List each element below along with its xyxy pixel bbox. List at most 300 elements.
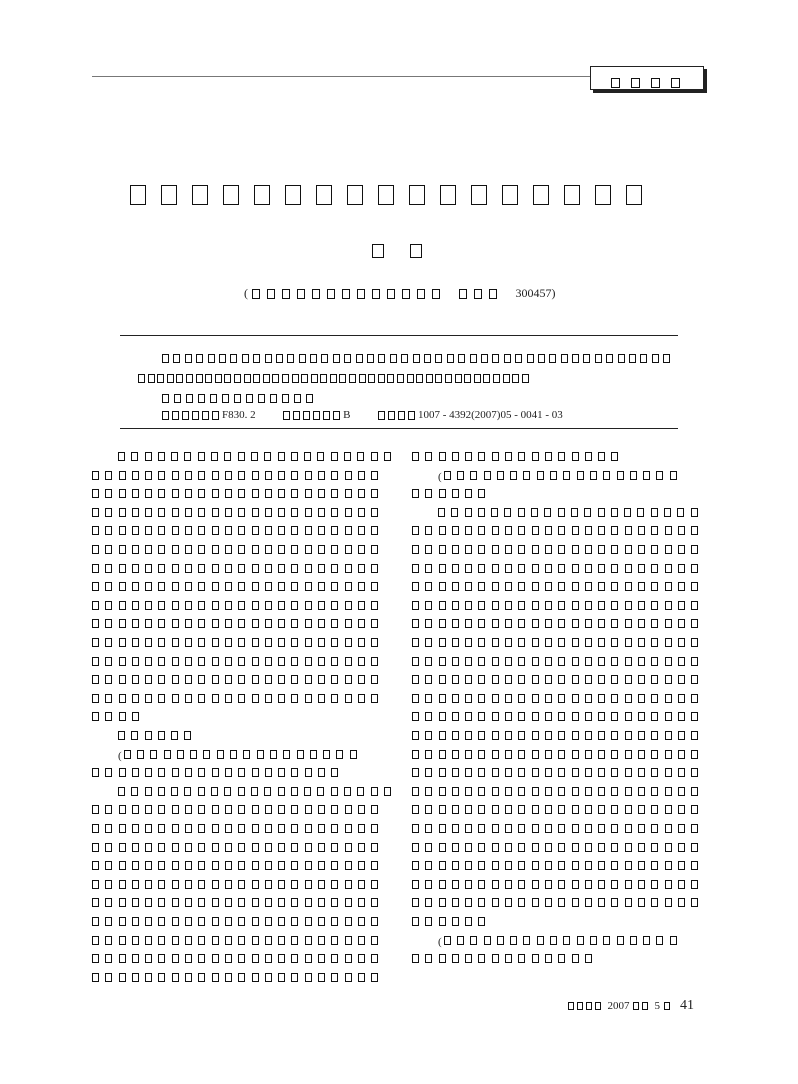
body-glyph [665,843,672,852]
body-glyph [611,582,618,591]
body-glyph [358,694,365,703]
body-glyph [678,526,685,535]
body-glyph [318,805,325,814]
body-glyph [678,638,685,647]
body-glyph [439,601,446,610]
body-glyph [558,750,565,759]
body-glyph [371,917,378,926]
body-glyph [252,973,259,982]
abstract-glyph [458,354,465,363]
body-glyph [585,712,592,721]
body-glyph [305,471,312,480]
body-glyph [305,805,312,814]
abstract-glyph [492,354,499,363]
body-glyph [331,861,338,870]
class-no: F830. 2 [222,409,256,421]
body-glyph [439,898,446,907]
body-glyph [412,768,419,777]
affiliation-glyph [327,289,335,299]
body-glyph [585,638,592,647]
body-glyph [651,861,658,870]
body-glyph [318,861,325,870]
body-glyph [412,898,419,907]
body-glyph [425,452,432,461]
body-glyph [518,675,525,684]
body-glyph [92,936,99,945]
body-glyph [257,750,264,759]
body-glyph [625,694,632,703]
body-glyph [92,805,99,814]
body-glyph [558,712,565,721]
body-glyph [505,880,512,889]
body-glyph [185,619,192,628]
body-glyph [185,954,192,963]
body-glyph [358,954,365,963]
author-name [372,240,448,256]
body-glyph [185,657,192,666]
body-glyph [158,917,165,926]
body-glyph [132,601,139,610]
body-glyph [212,880,219,889]
body-glyph [145,731,152,740]
body-glyph [278,954,285,963]
tag-glyph [651,78,660,88]
body-glyph [678,787,685,796]
body-glyph [425,843,432,852]
body-glyph [452,712,459,721]
text-line [118,725,198,737]
body-glyph [439,768,446,777]
abstract-glyph [299,354,306,363]
footer-glyph [664,1002,670,1010]
body-glyph [465,489,472,498]
body-glyph [617,936,624,945]
body-glyph [304,787,311,796]
body-glyph [518,731,525,740]
abstract-glyph [176,374,183,383]
body-glyph [478,619,485,628]
text-line [412,520,705,532]
body-glyph [478,508,485,517]
body-glyph [345,936,352,945]
body-glyph [172,638,179,647]
body-glyph [198,601,205,610]
abstract-glyph [205,374,212,383]
body-glyph [478,824,485,833]
body-glyph [637,508,644,517]
body-glyph [492,843,499,852]
body-glyph [225,638,232,647]
body-glyph [198,917,205,926]
body-glyph [545,638,552,647]
body-glyph [225,619,232,628]
affiliation-glyph [402,289,410,299]
body-glyph [131,731,138,740]
body-glyph [518,638,525,647]
body-glyph [558,638,565,647]
body-glyph [371,954,378,963]
body-glyph [198,657,205,666]
body-glyph [585,954,592,963]
body-glyph [305,898,312,907]
body-glyph [412,712,419,721]
body-glyph [439,694,446,703]
body-glyph [132,936,139,945]
body-glyph [371,471,378,480]
body-glyph [331,936,338,945]
body-glyph [572,787,579,796]
body-glyph [492,619,499,628]
body-glyph [665,657,672,666]
body-glyph [305,880,312,889]
body-glyph [225,917,232,926]
body-glyph [230,750,237,759]
body-glyph [439,731,446,740]
body-glyph [358,843,365,852]
body-glyph [465,675,472,684]
body-glyph [638,526,645,535]
body-glyph [278,619,285,628]
body-glyph [318,508,325,517]
abstract-glyph [359,374,366,383]
abstract-glyph [549,354,556,363]
body-glyph [465,787,472,796]
body-glyph [572,694,579,703]
body-glyph [625,619,632,628]
body-glyph [572,768,579,777]
body-glyph [118,731,125,740]
body-glyph [678,880,685,889]
body-glyph [425,712,432,721]
abstract-glyph [224,374,231,383]
body-glyph [331,564,338,573]
body-glyph [678,805,685,814]
text-line [92,613,385,625]
body-glyph [185,638,192,647]
abstract-glyph [481,354,488,363]
body-glyph [198,787,205,796]
body-glyph [625,545,632,554]
body-glyph [585,545,592,554]
body-glyph [331,508,338,517]
body-glyph [625,861,632,870]
keyword-glyph [222,394,229,403]
body-glyph [558,731,565,740]
body-glyph [550,936,557,945]
body-glyph [145,619,152,628]
body-glyph [651,824,658,833]
body-glyph [545,452,552,461]
body-glyph [412,452,419,461]
author-glyph [372,244,384,258]
body-glyph [185,564,192,573]
body-glyph [638,768,645,777]
body-glyph [358,508,365,517]
abstract-glyph [320,374,327,383]
body-glyph [598,824,605,833]
body-glyph [118,787,125,796]
body-glyph [119,489,126,498]
text-line [438,465,683,483]
body-glyph [492,675,499,684]
body-glyph [625,787,632,796]
body-glyph [265,768,272,777]
body-glyph [278,508,285,517]
body-glyph [638,657,645,666]
body-glyph [678,582,685,591]
body-glyph [532,731,539,740]
body-glyph [532,601,539,610]
body-glyph [132,508,139,517]
keyword-glyph [186,394,193,403]
body-glyph [492,954,499,963]
abstract-glyph [515,354,522,363]
body-glyph [439,880,446,889]
body-glyph [585,824,592,833]
abstract-glyph [185,354,192,363]
body-glyph [670,471,677,480]
body-glyph [558,787,565,796]
body-glyph [145,508,152,517]
body-glyph [358,638,365,647]
body-glyph [545,805,552,814]
body-glyph [212,973,219,982]
body-glyph [318,601,325,610]
body-glyph [532,564,539,573]
body-glyph [678,564,685,573]
body-glyph [465,954,472,963]
text-line [92,818,385,830]
body-glyph [444,471,451,480]
body-glyph [611,880,618,889]
body-glyph [532,619,539,628]
abstract-glyph [196,374,203,383]
body-glyph [278,545,285,554]
body-glyph [439,564,446,573]
body-glyph [265,805,272,814]
body-glyph [158,489,165,498]
body-glyph [331,601,338,610]
body-glyph [291,601,298,610]
body-glyph [105,805,112,814]
body-glyph [185,917,192,926]
class-no-label [162,408,222,421]
body-glyph [625,843,632,852]
body-glyph [371,657,378,666]
body-glyph [572,564,579,573]
body-glyph [532,880,539,889]
body-glyph [510,936,517,945]
body-glyph [158,675,165,684]
body-glyph [452,489,459,498]
body-glyph [225,471,232,480]
abstract-glyph [167,374,174,383]
body-glyph [425,489,432,498]
title-glyph [378,185,394,205]
body-glyph [358,564,365,573]
body-glyph [452,954,459,963]
body-glyph [452,917,459,926]
abstract-top-rule [120,335,678,336]
body-glyph [624,508,631,517]
body-glyph [371,843,378,852]
body-glyph [651,787,658,796]
body-glyph [518,824,525,833]
body-glyph [185,471,192,480]
doc-code-label [283,408,343,421]
body-glyph [185,601,192,610]
text-line [412,781,705,793]
body-glyph [184,452,191,461]
body-glyph [305,582,312,591]
body-glyph [323,750,330,759]
body-glyph [598,787,605,796]
body-glyph [465,694,472,703]
body-glyph [425,880,432,889]
body-glyph [172,564,179,573]
body-glyph [172,880,179,889]
body-glyph [439,489,446,498]
body-glyph [283,750,290,759]
body-glyph [305,638,312,647]
body-glyph [691,657,698,666]
body-glyph [651,582,658,591]
body-glyph [92,601,99,610]
body-glyph [478,768,485,777]
body-glyph [265,471,272,480]
body-glyph [452,731,459,740]
body-glyph [691,601,698,610]
body-glyph [185,936,192,945]
body-glyph [184,731,191,740]
body-glyph [492,824,499,833]
body-glyph [425,861,432,870]
body-glyph [478,601,485,610]
body-glyph [278,787,285,796]
title-glyph [285,185,301,205]
body-glyph [638,601,645,610]
body-glyph [252,843,259,852]
body-glyph [643,936,650,945]
body-glyph [305,917,312,926]
body-glyph [532,582,539,591]
body-glyph [425,824,432,833]
body-glyph [158,452,165,461]
body-glyph [598,694,605,703]
body-glyph [198,545,205,554]
body-glyph [532,452,539,461]
body-glyph [225,843,232,852]
body-glyph [478,712,485,721]
label-glyph [202,411,209,420]
body-glyph [331,824,338,833]
body-glyph [291,508,298,517]
body-glyph [439,638,446,647]
body-glyph [465,712,472,721]
body-glyph [238,787,245,796]
body-glyph [145,954,152,963]
body-glyph [318,973,325,982]
body-glyph [598,880,605,889]
abstract-line-2 [138,368,531,380]
body-glyph [331,805,338,814]
body-glyph [358,805,365,814]
body-glyph [497,471,504,480]
body-glyph [558,508,565,517]
body-glyph [478,843,485,852]
body-glyph [251,787,258,796]
abstract-glyph [215,374,222,383]
abstract-glyph [208,354,215,363]
body-glyph [598,526,605,535]
body-glyph [505,582,512,591]
body-glyph [585,452,592,461]
body-glyph [252,601,259,610]
footer-year: 2007 [607,1000,630,1012]
body-glyph [505,805,512,814]
body-glyph [452,843,459,852]
body-glyph [158,936,165,945]
body-glyph [119,973,126,982]
body-glyph [291,489,298,498]
body-glyph [345,898,352,907]
body-glyph [131,452,138,461]
body-glyph [478,694,485,703]
body-glyph [331,489,338,498]
body-glyph [92,843,99,852]
body-glyph [345,564,352,573]
label-glyph [212,411,219,420]
body-glyph [651,545,658,554]
body-glyph [678,601,685,610]
body-glyph [118,452,125,461]
body-glyph [252,526,259,535]
abstract-glyph [618,354,625,363]
body-glyph [558,526,565,535]
abstract-glyph [196,354,203,363]
body-glyph [478,489,485,498]
body-glyph [105,694,112,703]
abstract-glyph [282,374,289,383]
body-glyph [225,675,232,684]
body-glyph [278,768,285,777]
body-glyph [198,675,205,684]
body-glyph [198,489,205,498]
affiliation-glyph [252,289,260,299]
body-glyph [371,582,378,591]
abstract-glyph [138,374,145,383]
affiliation-glyph [357,289,365,299]
body-glyph [265,898,272,907]
body-glyph [172,936,179,945]
text-line [412,855,705,867]
body-glyph [105,471,112,480]
body-glyph [585,731,592,740]
body-glyph [225,898,232,907]
body-glyph [291,638,298,647]
affiliation-glyph [372,289,380,299]
body-glyph [225,805,232,814]
body-glyph [510,471,517,480]
body-glyph [371,824,378,833]
body-glyph [452,694,459,703]
body-glyph [625,582,632,591]
classification-line [162,408,563,422]
title-glyph [564,185,580,205]
body-glyph [278,452,285,461]
body-glyph [478,526,485,535]
body-glyph [505,694,512,703]
